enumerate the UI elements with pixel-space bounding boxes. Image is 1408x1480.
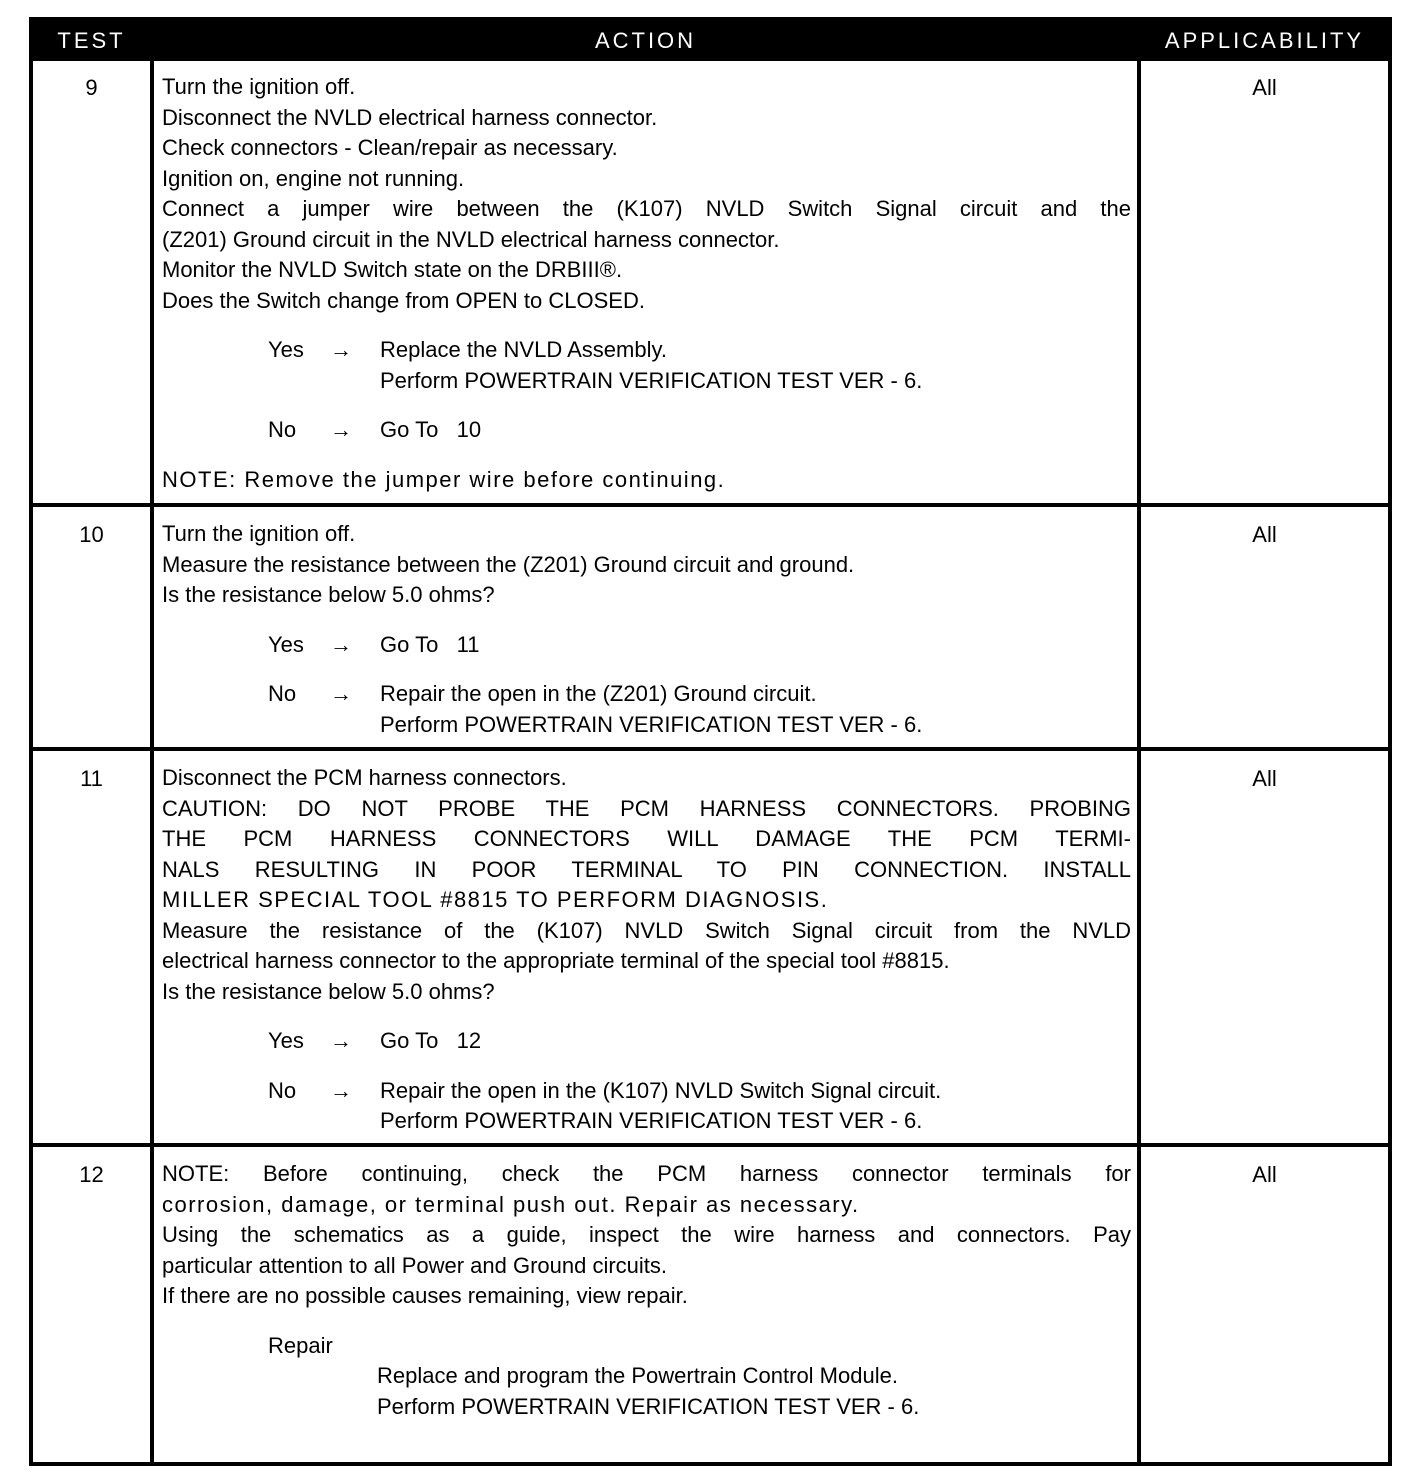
action-cell bbox=[162, 519, 1131, 740]
applicability-value: All bbox=[1252, 766, 1277, 791]
no-result: Repair the open in the (K107) NVLD Switch Signal circuit. bbox=[380, 1077, 942, 1103]
yes-result: Perform POWERTRAIN VERIFICATION TEST VER - 6. bbox=[380, 367, 923, 393]
yes-option bbox=[162, 335, 1131, 366]
right-arrow-icon: → bbox=[330, 417, 352, 442]
test-number: 11 bbox=[80, 766, 103, 791]
yes-result: Replace the NVLD Assembly. bbox=[380, 337, 667, 362]
action-line: Disconnect the PCM harness connectors. bbox=[162, 765, 567, 790]
right-arrow-icon: → bbox=[330, 337, 352, 362]
action-line: Check connectors - Clean/repair as necessary. bbox=[162, 135, 618, 160]
note-line: corrosion, damage, or terminal push out. Repair as necessary. bbox=[162, 1191, 860, 1217]
no-result: Perform POWERTRAIN VERIFICATION TEST VER - 6. bbox=[380, 711, 923, 737]
no-option bbox=[162, 1076, 1131, 1107]
caution-line: CAUTION: DO NOT PROBE THE PCM HARNESS CONNECTORS. PROBING bbox=[162, 795, 1131, 821]
action-cell bbox=[162, 1159, 1131, 1422]
action-line: Measure the resistance of the (K107) NVLD Switch Signal circuit from the NVLD bbox=[162, 917, 1131, 943]
no-option bbox=[162, 415, 1131, 446]
action-line: Is the resistance below 5.0 ohms? bbox=[162, 978, 495, 1004]
caution-line: THE PCM HARNESS CONNECTORS WILL DAMAGE THE PCM TERMI- bbox=[162, 826, 1131, 851]
note-text: NOTE: Remove the jumper wire before continuing. bbox=[162, 466, 726, 492]
right-arrow-icon: → bbox=[330, 681, 352, 706]
action-line: Is the resistance below 5.0 ohms? bbox=[162, 582, 495, 607]
column-divider bbox=[150, 61, 154, 1462]
action-cell bbox=[162, 72, 1131, 495]
repair-text: Perform POWERTRAIN VERIFICATION TEST VER - 6. bbox=[377, 1393, 920, 1419]
applicability-value: All bbox=[1252, 522, 1277, 547]
action-line: electrical harness connector to the appropriate terminal of the special tool #8815. bbox=[162, 948, 950, 973]
action-line: Disconnect the NVLD electrical harness connector. bbox=[162, 104, 658, 130]
action-line: If there are no possible causes remaining, view repair. bbox=[162, 1283, 688, 1308]
yes-result: Go To 12 bbox=[380, 1028, 482, 1053]
right-arrow-icon: → bbox=[330, 631, 352, 657]
action-line: Ignition on, engine not running. bbox=[162, 165, 465, 191]
no-label: No bbox=[268, 417, 297, 442]
row-divider bbox=[33, 503, 1388, 507]
test-number: 12 bbox=[79, 1162, 104, 1187]
yes-label: Yes bbox=[268, 631, 304, 657]
action-line: Turn the ignition off. bbox=[162, 521, 356, 546]
header-action: ACTION bbox=[594, 28, 697, 53]
action-line: (Z201) Ground circuit in the NVLD electrical harness connector. bbox=[162, 226, 780, 252]
no-label: No bbox=[268, 681, 297, 706]
note-line: NOTE: Before continuing, check the PCM harness connector terminals for bbox=[162, 1161, 1131, 1186]
row-divider bbox=[33, 747, 1388, 751]
row-divider bbox=[33, 1143, 1388, 1147]
action-line: Connect a jumper wire between the (K107) NVLD Switch Signal circuit and the bbox=[162, 196, 1131, 221]
column-divider bbox=[1137, 61, 1141, 1462]
repair-text: Replace and program the Powertrain Control Module. bbox=[377, 1363, 898, 1388]
no-result: Perform POWERTRAIN VERIFICATION TEST VER - 6. bbox=[380, 1108, 923, 1133]
diagnostic-table bbox=[29, 17, 1392, 1466]
yes-label: Yes bbox=[268, 1028, 304, 1053]
action-line: Using the schematics as a guide, inspect the wire harness and connectors. Pay bbox=[162, 1222, 1131, 1247]
action-line: Measure the resistance between the (Z201) Ground circuit and ground. bbox=[162, 551, 855, 577]
applicability-value: All bbox=[1252, 1162, 1277, 1187]
no-label: No bbox=[268, 1077, 297, 1103]
yes-option bbox=[162, 1026, 1131, 1057]
caution-line: NALS RESULTING IN POOR TERMINAL TO PIN CONNECTION. INSTALL bbox=[162, 856, 1131, 882]
no-result: Go To 10 bbox=[380, 417, 482, 442]
action-line: particular attention to all Power and Ground circuits. bbox=[162, 1252, 668, 1278]
action-cell bbox=[162, 763, 1131, 1137]
header-applicability: APPLICABILITY bbox=[1164, 28, 1365, 53]
applicability-value: All bbox=[1252, 75, 1277, 100]
table-header bbox=[33, 21, 1388, 61]
yes-label: Yes bbox=[268, 337, 304, 362]
action-line: Does the Switch change from OPEN to CLOSED. bbox=[162, 287, 645, 313]
no-option bbox=[162, 679, 1131, 710]
caution-line: MILLER SPECIAL TOOL #8815 TO PERFORM DIAGNOSIS. bbox=[162, 887, 829, 912]
yes-result: Go To 11 bbox=[380, 631, 480, 657]
right-arrow-icon: → bbox=[330, 1028, 352, 1053]
yes-option bbox=[162, 630, 1131, 661]
action-line: Monitor the NVLD Switch state on the DRBIII®. bbox=[162, 257, 623, 282]
right-arrow-icon: → bbox=[330, 1077, 352, 1103]
header-test: TEST bbox=[57, 28, 126, 53]
repair-label: Repair bbox=[268, 1332, 333, 1358]
no-result: Repair the open in the (Z201) Ground circuit. bbox=[380, 681, 817, 706]
test-number: 10 bbox=[79, 522, 104, 547]
test-number: 9 bbox=[85, 75, 98, 100]
action-line: Turn the ignition off. bbox=[162, 74, 356, 99]
